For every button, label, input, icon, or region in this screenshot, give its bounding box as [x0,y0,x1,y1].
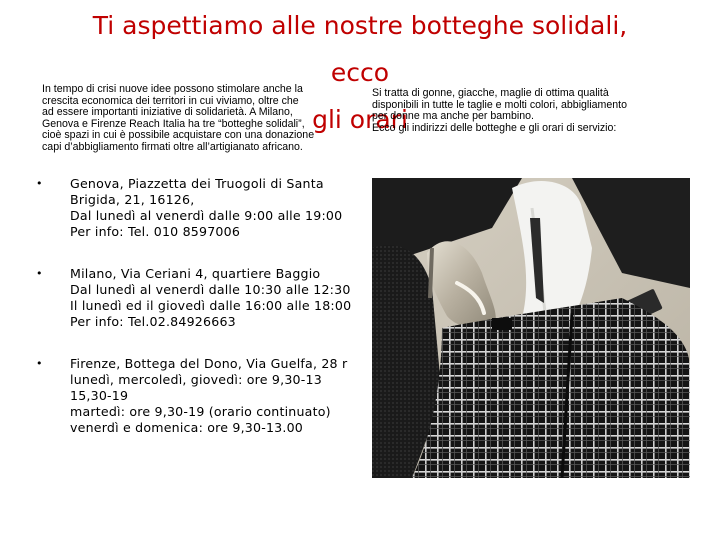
intro-right-line: Si tratta di gonne, giacche, maglie di ottima qualità [372,87,609,99]
clothing-photo-illustration [372,178,690,478]
store-line: Per info: Tel.02.84926663 [70,314,236,329]
store-line: venerdì e domenica: ore 9,30-13.00 [70,420,304,435]
intro-right-line: per donne ma anche per bambino. [372,110,534,123]
store-line: martedì: ore 9,30-19 (orario continuato) [70,404,331,419]
bullet-icon: • [36,267,43,280]
bullet-icon: • [36,177,43,190]
intro-left-line: cioè spazi in cui è possibile acquistare con una donazione [42,129,315,142]
title-line-2: gli orari [312,105,408,134]
clothing-photo [372,178,690,478]
store-line: Per info: Tel. 010 8597006 [70,224,241,239]
bullet-icon: • [36,357,43,370]
store-line: Brigida, 21, 16126, [70,192,195,207]
store-line: Dal lunedì al venerdì dalle 10:30 alle 12:30 [70,282,351,297]
intro-text-right [372,88,712,134]
store-line: Genova, Piazzetta dei Truogoli di Santa [70,176,324,191]
intro-left-line: Genova e Firenze Reach Italia ha tre “botteghe solidali”, [42,117,305,130]
store-line: lunedì, mercoledì, giovedì: ore 9,30-13 [70,372,322,387]
store-milano [36,266,366,330]
store-genova [36,176,366,240]
store-line: Il lunedì ed il giovedì dalle 16:00 alle 18:00 [70,298,352,313]
store-list [36,176,366,462]
store-line: Dal lunedì al venerdì dalle 9:00 alle 19:00 [70,208,343,223]
store-line: Firenze, Bottega del Dono, Via Guelfa, 28 r [70,356,348,371]
store-line: 15,30-19 [70,388,129,403]
title-line-1: Ti aspettiamo alle nostre botteghe solidali, ecco [92,11,628,87]
intro-right-line: disponibili in tutte le taglie e molti colori, abbigliamento [372,98,627,111]
intro-left-line: capi d’abbigliamento firmati oltre all’artigianato africano. [42,140,303,153]
intro-left-line: In tempo di crisi nuove idee possono stimolare anche la [42,83,303,95]
store-line: Milano, Via Ceriani 4, quartiere Baggio [70,266,321,281]
intro-right-line: Ecco gli indirizzi delle botteghe e gli orari di servizio: [372,121,617,134]
intro-left-line: crescita economica dei territori in cui viviamo, oltre che [42,94,299,107]
store-firenze [36,356,366,436]
intro-left-line: ad essere importanti iniziative di solidarietà. A Milano, [42,106,293,119]
intro-text-left [42,84,360,154]
